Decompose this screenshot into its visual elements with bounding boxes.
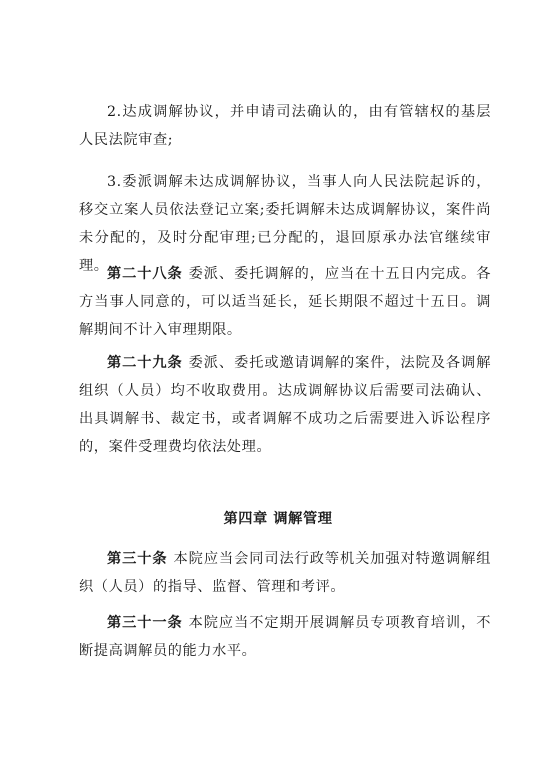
- article-31: [79, 609, 491, 665]
- article-30: [79, 545, 491, 601]
- article-text: 委派、委托调解的，应当在十五日内完成。各方当事人同意的，可以适当延长，延长期限不超过十五日。调解期间不计入审理期限。: [79, 266, 491, 338]
- article-number: 第三十一条: [107, 615, 183, 631]
- chapter-title: 第四章 调解管理: [223, 511, 333, 527]
- article-number: 第三十条: [107, 551, 168, 567]
- article-text: 委派、委托或邀请调解的案件，法院及各调解组织（人员）均不收取费用。达成调解协议后需要司法确认、出具调解书、裁定书，或者调解不成功之后需要进入诉讼程序的，案件受理费均依法处理。: [79, 355, 491, 455]
- paragraph-item-2: [79, 98, 491, 154]
- article-number: 第二十九条: [107, 355, 183, 371]
- article-28: [79, 260, 491, 344]
- article-number: 第二十八条: [107, 266, 183, 282]
- article-text: 本院应当不定期开展调解员专项教育培训，不断提高调解员的能力水平。: [79, 615, 491, 659]
- article-29: [79, 349, 491, 461]
- paragraph-text: 2.达成调解协议，并申请司法确认的，由有管辖权的基层人民法院审查;: [79, 104, 491, 148]
- paragraph-text: 3.委派调解未达成调解协议，当事人向人民法院起诉的，移交立案人员依法登记立案;委托调解未达成调解协议，案件尚未分配的，及时分配审理;已分配的，退回原承办法官继续审理。: [79, 174, 491, 274]
- article-text: 本院应当会同司法行政等机关加强对特邀调解组织（人员）的指导、监督、管理和考评。: [79, 551, 491, 595]
